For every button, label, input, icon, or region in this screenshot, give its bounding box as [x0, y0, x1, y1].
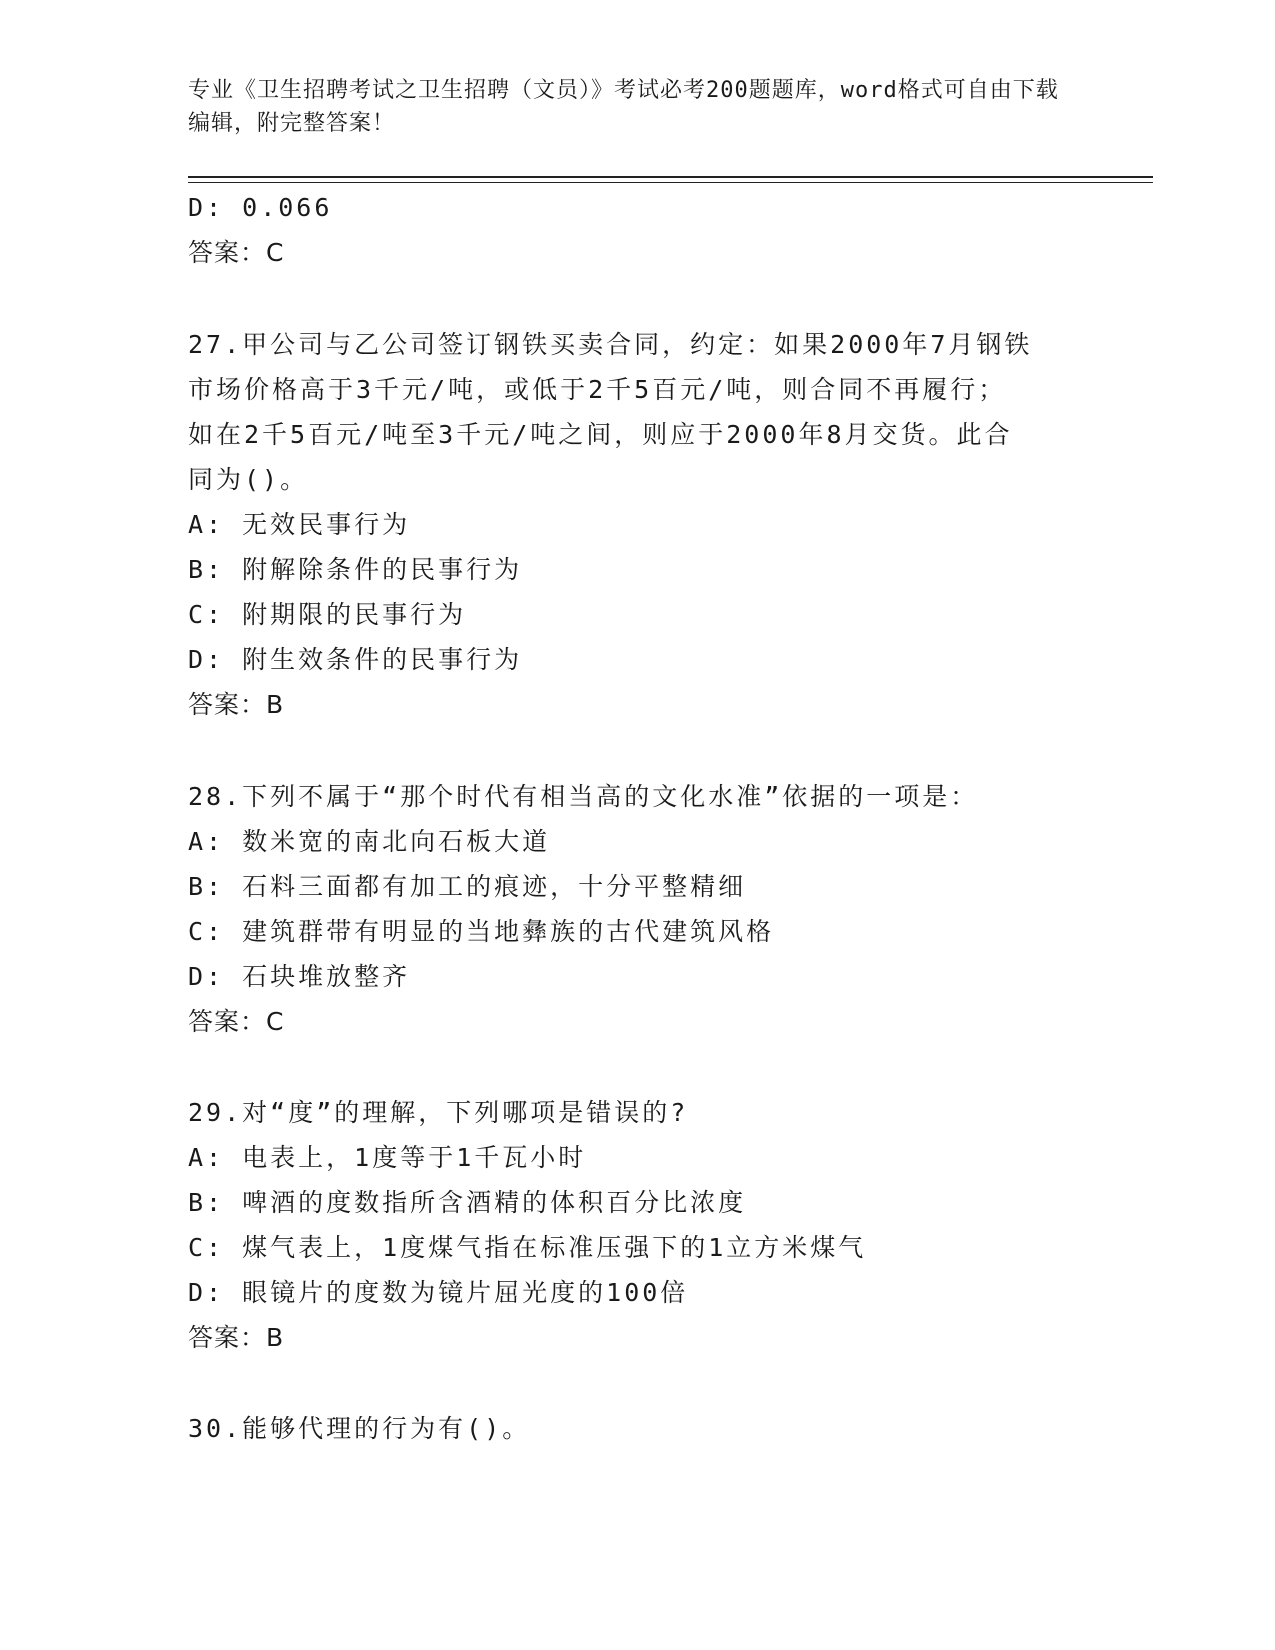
q28-option-a: A: 数米宽的南北向石板大道 — [188, 827, 551, 856]
q27-option-b: B: 附解除条件的民事行为 — [188, 555, 523, 584]
q28-answer: 答案：C — [188, 1007, 285, 1036]
q28-option-b: B: 石料三面都有加工的痕迹，十分平整精细 — [188, 872, 747, 901]
header-divider-thin — [188, 182, 1153, 183]
q28-text-line1: 28.下列不属于“那个时代有相当高的文化水准”依据的一项是： — [188, 782, 979, 811]
q29-text-line1: 29.对“度”的理解，下列哪项是错误的? — [188, 1098, 689, 1127]
prev-option-d: D: 0.066 — [188, 193, 333, 222]
q29-option-a: A: 电表上，1度等于1千瓦小时 — [188, 1143, 587, 1172]
q27-option-a: A: 无效民事行为 — [188, 510, 411, 539]
prev-answer: 答案：C — [188, 238, 285, 267]
q29-option-d: D: 眼镜片的度数为镜片屈光度的100倍 — [188, 1278, 689, 1307]
q27-text-line2: 市场价格高于3千元/吨，或低于2千5百元/吨，则合同不再履行； — [188, 375, 1007, 404]
q27-text-line1: 27.甲公司与乙公司签订钢铁买卖合同，约定：如果2000年7月钢铁 — [188, 330, 1033, 359]
q27-text-line3: 如在2千5百元/吨至3千元/吨之间，则应于2000年8月交货。此合 — [188, 420, 1013, 449]
q29-answer: 答案：B — [188, 1323, 285, 1352]
q28-option-d: D: 石块堆放整齐 — [188, 962, 411, 991]
q27-option-c: C: 附期限的民事行为 — [188, 600, 467, 629]
q27-text-line4: 同为()。 — [188, 465, 309, 494]
q29-option-b: B: 啤酒的度数指所含酒精的体积百分比浓度 — [188, 1188, 747, 1217]
q29-option-c: C: 煤气表上，1度煤气指在标准压强下的1立方米煤气 — [188, 1233, 867, 1262]
document-header: 专业《卫生招聘考试之卫生招聘（文员）》考试必考200题题库，word格式可自由下载编辑，附完整答案！ — [188, 78, 1059, 136]
q27-option-d: D: 附生效条件的民事行为 — [188, 645, 523, 674]
q27-answer: 答案：B — [188, 690, 285, 719]
q28-option-c: C: 建筑群带有明显的当地彝族的古代建筑风格 — [188, 917, 775, 946]
q30-text-line1: 30.能够代理的行为有()。 — [188, 1414, 531, 1443]
header-divider-thick — [188, 176, 1153, 178]
